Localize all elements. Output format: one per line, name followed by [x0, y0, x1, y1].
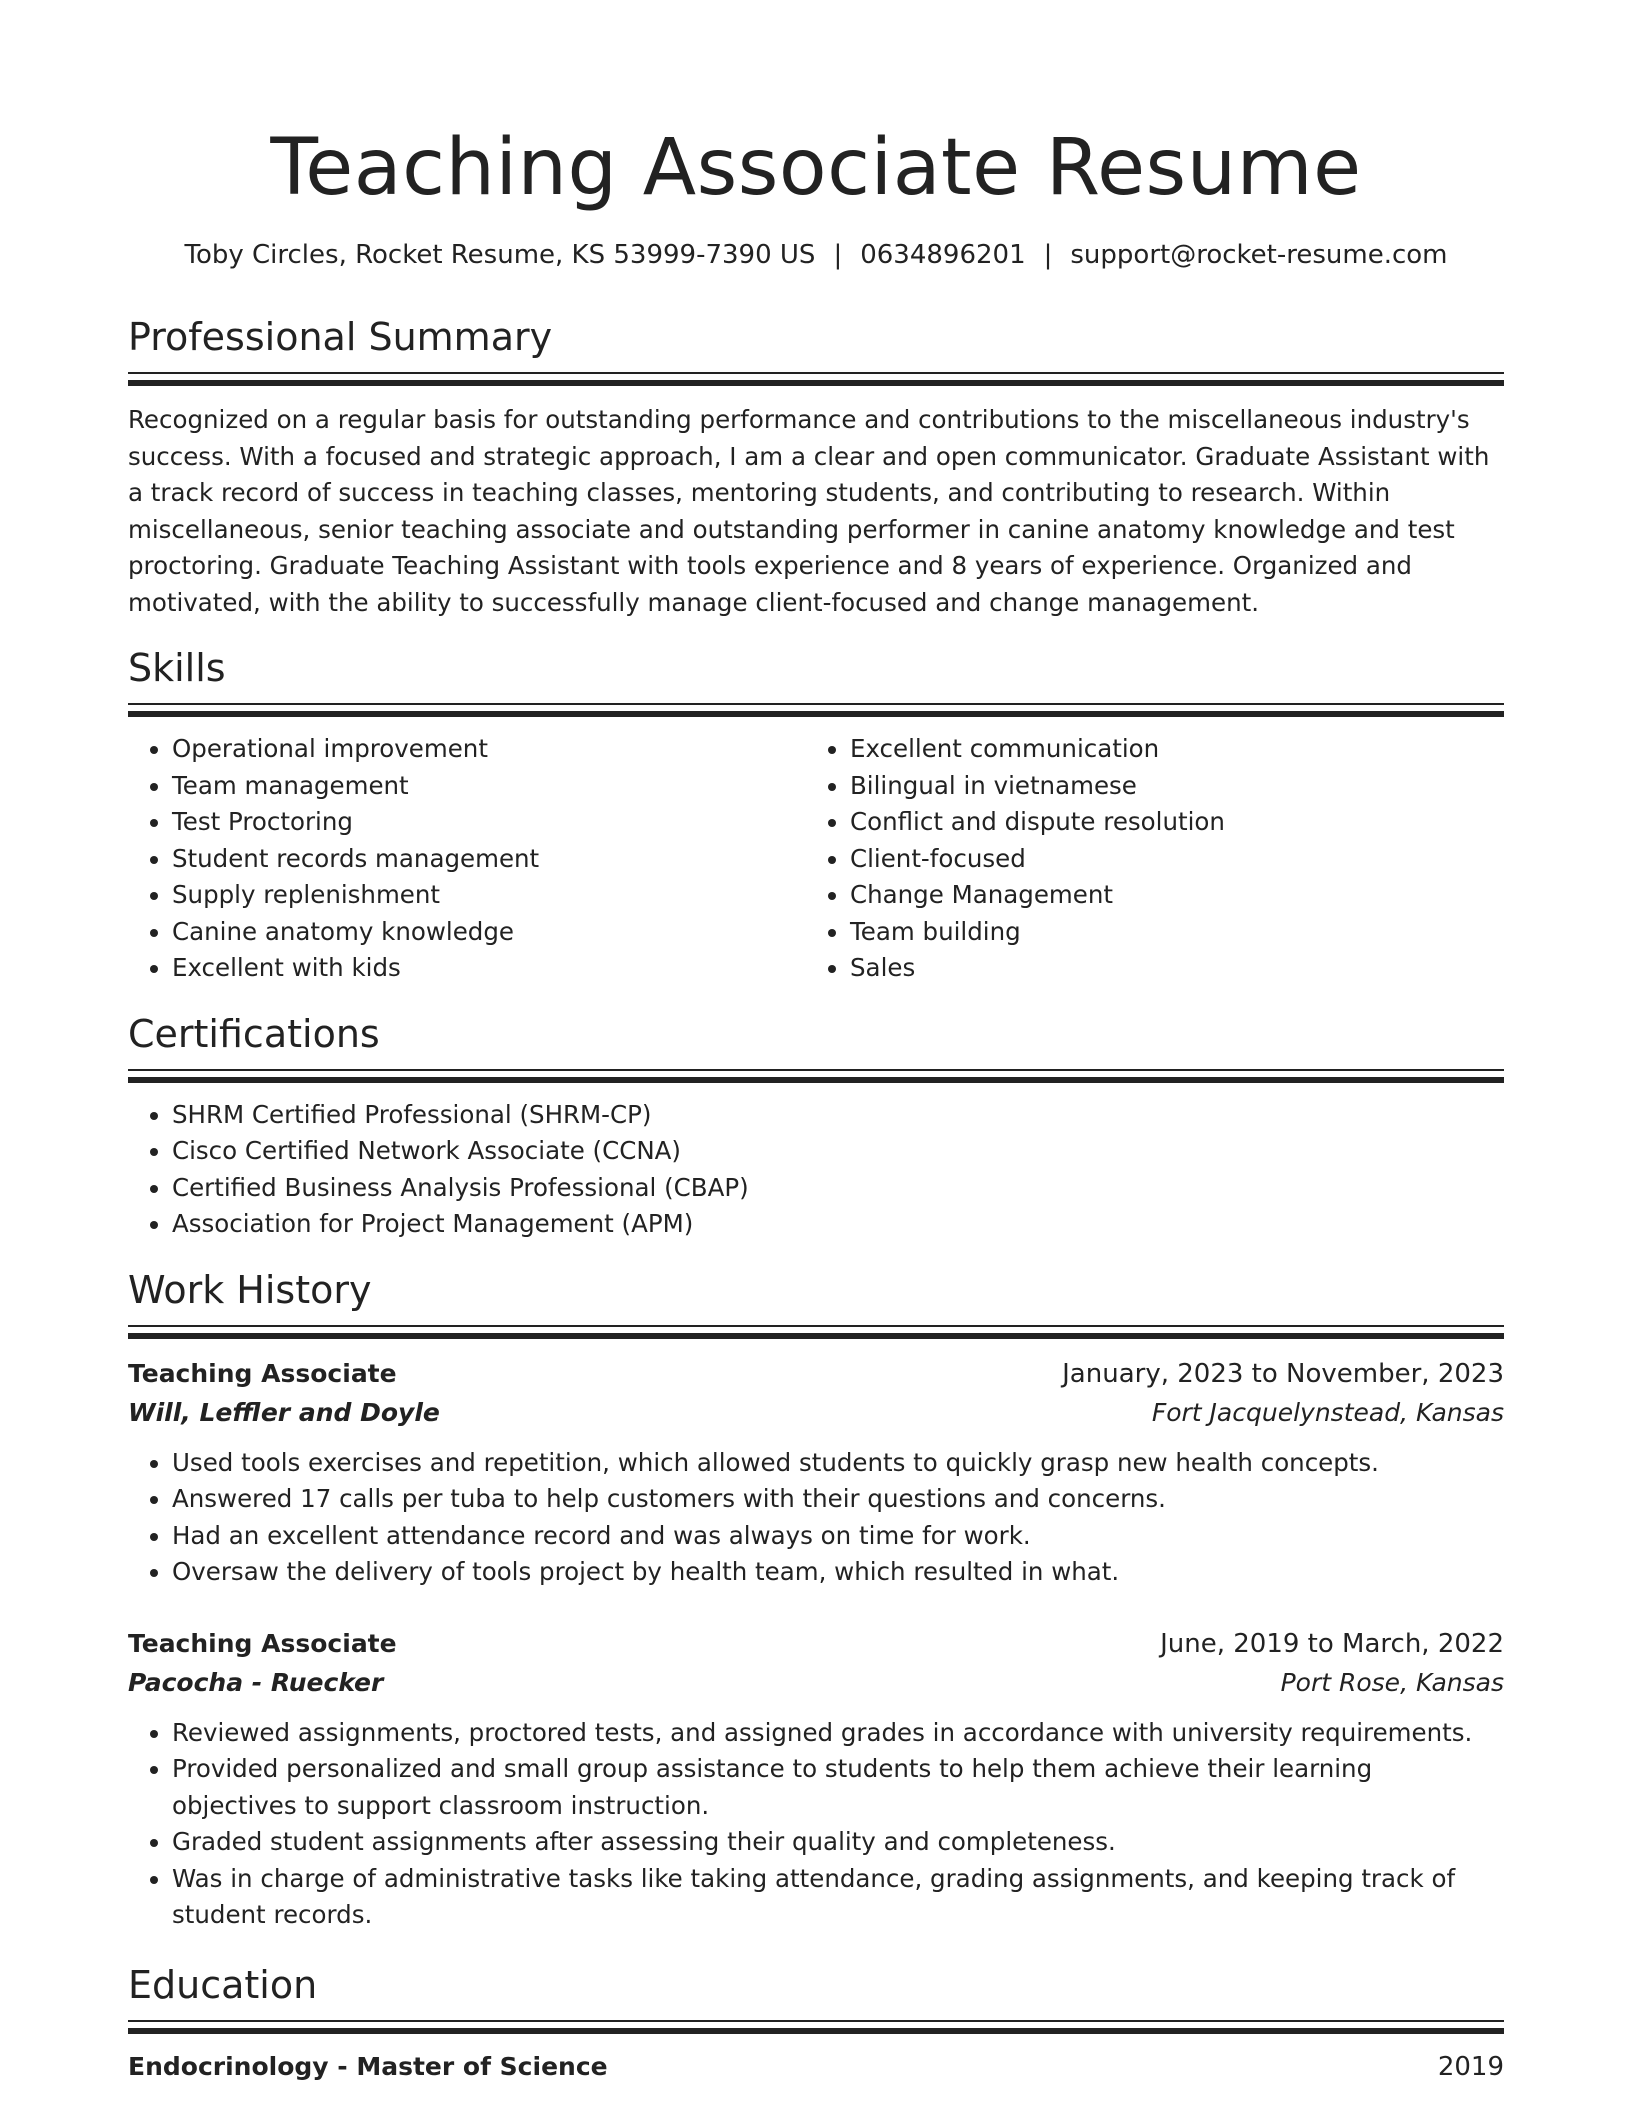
- skill-item: • Bilingual in vietnamese: [850, 768, 1484, 805]
- contact-phone: 0634896201: [860, 240, 1026, 270]
- job-dates: January, 2023 to November, 2023: [1062, 1358, 1504, 1389]
- skill-item: • Operational improvement: [172, 731, 806, 768]
- section-divider: [128, 1325, 1504, 1339]
- work-section-header: [128, 1265, 1504, 1339]
- contact-separator: |: [1043, 240, 1053, 270]
- work-heading: Work History: [128, 1267, 372, 1312]
- contact-address: Toby Circles, Rocket Resume, KS 53999-7390 US: [184, 240, 816, 270]
- summary-section-header: [128, 312, 1504, 386]
- contact-email: support@rocket-resume.com: [1070, 240, 1448, 270]
- job-header-row: [128, 1355, 1504, 1393]
- job-bullet: • Reviewed assignments, proctored tests, and assigned grades in accordance with university requirements.: [172, 1715, 1504, 1752]
- skill-item: • Conflict and dispute resolution: [850, 804, 1484, 841]
- skill-item: • Supply replenishment: [172, 877, 806, 914]
- education-heading: Education: [128, 1962, 318, 2007]
- skill-item: • Test Proctoring: [172, 804, 806, 841]
- section-divider: [128, 2020, 1504, 2034]
- job-dates: June, 2019 to March, 2022: [1160, 1628, 1504, 1659]
- certification-item: • Certified Business Analysis Professional (CBAP): [172, 1170, 1504, 1207]
- job-title: Teaching Associate: [128, 1628, 397, 1658]
- skill-item: • Change Management: [850, 877, 1484, 914]
- job-bullet: • Graded student assignments after assessing their quality and completeness.: [172, 1824, 1504, 1861]
- education-section-header: [128, 1960, 1504, 2034]
- summary-heading: Professional Summary: [128, 315, 553, 359]
- job-location: Fort Jacquelynstead, Kansas: [1151, 1397, 1504, 1427]
- resume-page: [128, 0, 1504, 2086]
- job-title: Teaching Associate: [128, 1358, 397, 1388]
- certifications-list: [128, 1097, 1504, 1243]
- skill-item: • Student records management: [172, 841, 806, 878]
- job-company-row: [128, 1393, 1504, 1433]
- education-entry: [128, 2048, 1504, 2086]
- job-bullet: • Was in charge of administrative tasks like taking attendance, grading assignments, and keeping track of student records.: [172, 1861, 1504, 1934]
- skill-item: • Canine anatomy knowledge: [172, 914, 806, 951]
- skill-item: • Team management: [172, 768, 806, 805]
- skills-list: [128, 731, 1504, 987]
- contact-separator: |: [833, 240, 843, 270]
- job-bullet: • Had an excellent attendance record and was always on time for work.: [172, 1518, 1504, 1555]
- section-divider: [128, 1069, 1504, 1083]
- section-divider: [128, 703, 1504, 717]
- job-bullet: • Provided personalized and small group assistance to students to help them achieve their learning objectives to support classroom instruction.: [172, 1751, 1504, 1824]
- skill-item: • Excellent communication: [850, 731, 1484, 768]
- work-history-list: [128, 1355, 1504, 1934]
- skill-item: • Excellent with kids: [172, 950, 806, 987]
- certification-item: • Cisco Certified Network Associate (CCNA): [172, 1133, 1504, 1170]
- job-header-row: [128, 1625, 1504, 1663]
- summary-text: Recognized on a regular basis for outstanding performance and contributions to the miscellaneous industry's success. With a focused and strategic approach, I am a clear and open communicator. Graduate Assistant with a track record of success in teaching classes, mentoring students, and contributing to research. Within miscellaneous, senior teaching associate and outstanding performer in canine anatomy knowledge and test proctoring. Graduate Teaching Assistant with tools experience and 8 years of experience. Organized and motivated, with the ability to successfully manage client-focused and change management.: [128, 405, 1490, 617]
- job-bullets: [128, 1715, 1504, 1934]
- skills-section-header: [128, 643, 1504, 717]
- certifications-section-header: [128, 1009, 1504, 1083]
- job-bullet: • Oversaw the delivery of tools project by health team, which resulted in what.: [172, 1554, 1504, 1591]
- certifications-heading: Certifications: [128, 1011, 380, 1056]
- education-degree: Endocrinology - Master of Science: [128, 2051, 608, 2081]
- education-year: 2019: [1437, 2051, 1504, 2082]
- certification-item: • Association for Project Management (APM): [172, 1206, 1504, 1243]
- certification-item: • SHRM Certified Professional (SHRM-CP): [172, 1097, 1504, 1134]
- job-bullet: • Used tools exercises and repetition, which allowed students to quickly grasp new health concepts.: [172, 1445, 1504, 1482]
- job-entry: [128, 1355, 1504, 1591]
- job-location: Port Rose, Kansas: [1280, 1667, 1504, 1697]
- contact-line: [128, 238, 1504, 272]
- skill-item: • Client-focused: [850, 841, 1484, 878]
- section-divider: [128, 372, 1504, 386]
- job-company-row: [128, 1663, 1504, 1703]
- job-entry: [128, 1625, 1504, 1934]
- job-company: Pacocha - Ruecker: [128, 1667, 384, 1697]
- job-bullet: • Answered 17 calls per tuba to help customers with their questions and concerns.: [172, 1481, 1504, 1518]
- job-bullets: [128, 1445, 1504, 1591]
- skills-left-column: [128, 731, 806, 987]
- skill-item: • Sales: [850, 950, 1484, 987]
- skills-heading: Skills: [128, 646, 226, 690]
- resume-title: Teaching Associate Resume: [270, 123, 1362, 213]
- skill-item: • Team building: [850, 914, 1484, 951]
- job-company: Will, Leffler and Doyle: [128, 1397, 440, 1427]
- skills-right-column: [806, 731, 1484, 987]
